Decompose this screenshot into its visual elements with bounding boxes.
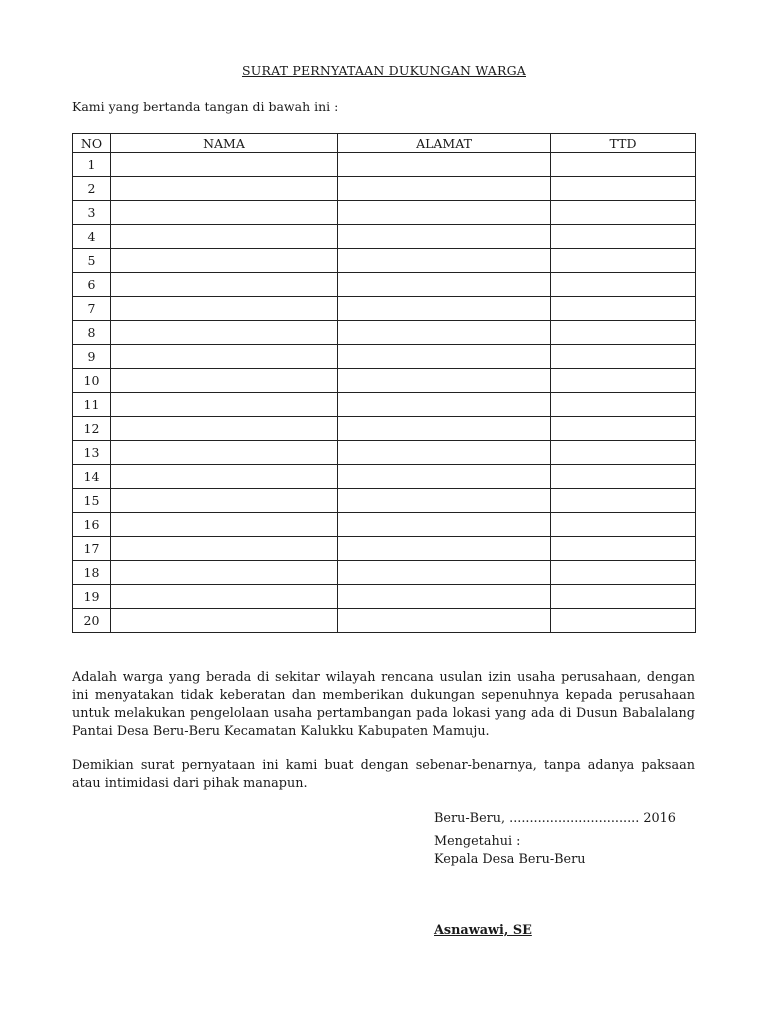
- alamat-cell: [338, 153, 551, 177]
- nama-cell: [111, 201, 338, 225]
- alamat-cell: [338, 249, 551, 273]
- table-row: [73, 393, 696, 417]
- table-row: [73, 585, 696, 609]
- nama-cell: [111, 153, 338, 177]
- row-number: 14: [73, 465, 111, 489]
- table-row: [73, 513, 696, 537]
- ttd-cell: [551, 297, 696, 321]
- table-row: [73, 441, 696, 465]
- row-number: 7: [73, 297, 111, 321]
- ttd-cell: [551, 441, 696, 465]
- document-title: SURAT PERNYATAAN DUKUNGAN WARGA: [241, 63, 526, 78]
- nama-cell: [111, 489, 338, 513]
- nama-cell: [111, 177, 338, 201]
- acknowledge-label: Mengetahui :: [434, 834, 521, 849]
- alamat-cell: [338, 417, 551, 441]
- row-number: 19: [73, 585, 111, 609]
- alamat-cell: [338, 321, 551, 345]
- header-ttd: TTD: [551, 134, 696, 153]
- alamat-cell: [338, 513, 551, 537]
- row-number: 15: [73, 489, 111, 513]
- ttd-cell: [551, 609, 696, 633]
- nama-cell: [111, 561, 338, 585]
- nama-cell: [111, 537, 338, 561]
- table-row: [73, 561, 696, 585]
- signer-position: Kepala Desa Beru-Beru: [434, 852, 586, 867]
- alamat-cell: [338, 177, 551, 201]
- nama-cell: [111, 225, 338, 249]
- signature-table: [72, 133, 696, 633]
- table-header-row: [73, 134, 696, 153]
- row-number: 4: [73, 225, 111, 249]
- alamat-cell: [338, 297, 551, 321]
- ttd-cell: [551, 417, 696, 441]
- row-number: 10: [73, 369, 111, 393]
- alamat-cell: [338, 201, 551, 225]
- nama-cell: [111, 417, 338, 441]
- alamat-cell: [338, 537, 551, 561]
- alamat-cell: [338, 561, 551, 585]
- table-row: [73, 369, 696, 393]
- nama-cell: [111, 249, 338, 273]
- table-row: [73, 273, 696, 297]
- nama-cell: [111, 273, 338, 297]
- signer-name: Asnawawi, SE: [434, 923, 532, 938]
- alamat-cell: [338, 441, 551, 465]
- ttd-cell: [551, 369, 696, 393]
- ttd-cell: [551, 225, 696, 249]
- table-row: [73, 225, 696, 249]
- alamat-cell: [338, 273, 551, 297]
- ttd-cell: [551, 513, 696, 537]
- row-number: 6: [73, 273, 111, 297]
- table-row: [73, 321, 696, 345]
- row-number: 18: [73, 561, 111, 585]
- nama-cell: [111, 513, 338, 537]
- ttd-cell: [551, 465, 696, 489]
- header-nama: NAMA: [111, 134, 338, 153]
- ttd-cell: [551, 489, 696, 513]
- table-row: [73, 609, 696, 633]
- table-row: [73, 345, 696, 369]
- ttd-cell: [551, 393, 696, 417]
- ttd-cell: [551, 321, 696, 345]
- row-number: 2: [73, 177, 111, 201]
- header-no: NO: [73, 134, 111, 153]
- alamat-cell: [338, 465, 551, 489]
- row-number: 8: [73, 321, 111, 345]
- table-row: [73, 417, 696, 441]
- closing-paragraph: Demikian surat pernyataan ini kami buat dengan sebenar-benarnya, tanpa adanya paksaan atau intimidasi dari pihak manapun.: [72, 758, 695, 791]
- ttd-cell: [551, 345, 696, 369]
- ttd-cell: [551, 153, 696, 177]
- ttd-cell: [551, 273, 696, 297]
- row-number: 17: [73, 537, 111, 561]
- row-number: 5: [73, 249, 111, 273]
- ttd-cell: [551, 201, 696, 225]
- nama-cell: [111, 609, 338, 633]
- nama-cell: [111, 369, 338, 393]
- table-row: [73, 153, 696, 177]
- ttd-cell: [551, 177, 696, 201]
- nama-cell: [111, 345, 338, 369]
- row-number: 12: [73, 417, 111, 441]
- row-number: 9: [73, 345, 111, 369]
- nama-cell: [111, 465, 338, 489]
- table-row: [73, 465, 696, 489]
- statement-paragraph: Adalah warga yang berada di sekitar wilayah rencana usulan izin usaha perusahaan, dengan ini menyatakan tidak keberatan dan memberikan dukungan sepenuhnya kepada perusahaan untuk melakukan pengelolaan usaha pertambangan pada lokasi yang ada di Dusun Babalalang Pantai Desa Beru-Beru Kecamatan Kalukku Kabupaten Mamuju.: [72, 670, 695, 739]
- alamat-cell: [338, 393, 551, 417]
- alamat-cell: [338, 225, 551, 249]
- table-row: [73, 201, 696, 225]
- alamat-cell: [338, 585, 551, 609]
- nama-cell: [111, 441, 338, 465]
- row-number: 11: [73, 393, 111, 417]
- intro-text: Kami yang bertanda tangan di bawah ini :: [72, 99, 339, 114]
- row-number: 3: [73, 201, 111, 225]
- row-number: 16: [73, 513, 111, 537]
- row-number: 20: [73, 609, 111, 633]
- ttd-cell: [551, 561, 696, 585]
- table-row: [73, 297, 696, 321]
- ttd-cell: [551, 249, 696, 273]
- table-row: [73, 489, 696, 513]
- nama-cell: [111, 321, 338, 345]
- row-number: 13: [73, 441, 111, 465]
- alamat-cell: [338, 369, 551, 393]
- alamat-cell: [338, 345, 551, 369]
- table-row: [73, 249, 696, 273]
- ttd-cell: [551, 537, 696, 561]
- header-alamat: ALAMAT: [338, 134, 551, 153]
- table-row: [73, 537, 696, 561]
- alamat-cell: [338, 489, 551, 513]
- nama-cell: [111, 297, 338, 321]
- table-row: [73, 177, 696, 201]
- nama-cell: [111, 393, 338, 417]
- alamat-cell: [338, 609, 551, 633]
- ttd-cell: [551, 585, 696, 609]
- row-number: 1: [73, 153, 111, 177]
- place-date: Beru-Beru, ................................ 2016: [434, 811, 676, 826]
- nama-cell: [111, 585, 338, 609]
